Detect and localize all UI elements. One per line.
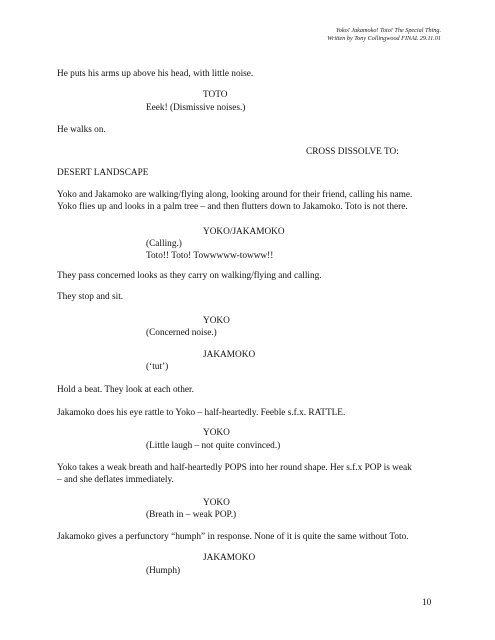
dialogue-line: Toto!! Toto! Towwwww-towww!! (146, 251, 274, 261)
parenthetical: (Calling.) (146, 239, 182, 249)
parenthetical: (Breath in – weak POP.) (146, 510, 237, 520)
action-line: He walks on. (57, 125, 106, 135)
action-line: Hold a beat. They look at each other. (57, 385, 194, 395)
action-line: They pass concerned looks as they carry on walking/flying and calling. (57, 271, 322, 281)
action-line: Yoko takes a weak breath and half-heartedly POPS into her round shape. Her s.f.x POP is weak (57, 463, 412, 473)
character-cue: TOTO (203, 90, 228, 100)
character-cue: YOKO (203, 316, 230, 326)
running-header (327, 27, 441, 43)
action-line: Yoko flies up and looks in a palm tree – and then flutters down to Jakamoko. Toto is not there. (57, 202, 408, 212)
parenthetical: (Concerned noise.) (146, 328, 217, 338)
character-cue: YOKO (203, 498, 230, 508)
parenthetical: (Little laugh – not quite convinced.) (146, 441, 281, 451)
action-line: Jakamoko gives a perfunctory “humph” in response. None of it is quite the same without Toto. (57, 532, 409, 542)
character-cue: YOKO (203, 428, 230, 438)
header-title: Yoko! Jakamoko! Toto! The Special Thing. (335, 27, 441, 34)
scene-heading: DESERT LANDSCAPE (57, 168, 149, 178)
action-line: Yoko and Jakamoko are walking/flying along, looking around for their friend, calling his name. (57, 190, 413, 200)
character-cue: YOKO/JAKAMOKO (203, 227, 285, 237)
parenthetical: (‘tut’) (146, 362, 169, 372)
transition: CROSS DISSOLVE TO: (306, 147, 399, 157)
parenthetical: (Humph) (146, 566, 181, 576)
action-line: He puts his arms up above his head, with little noise. (57, 69, 254, 79)
dialogue-line: Eeek! (Dismissive noises.) (146, 103, 246, 113)
character-cue: JAKAMOKO (203, 553, 256, 563)
page-number: 10 (422, 598, 432, 608)
action-line: Jakamoko does his eye rattle to Yoko – half-heartedly. Feeble s.f.x. RATTLE. (57, 408, 346, 418)
header-credit: Written by Tony Collingwood FINAL 29.11.01 (327, 35, 441, 42)
action-line: – and she deflates immediately. (57, 475, 174, 485)
character-cue: JAKAMOKO (203, 350, 256, 360)
action-line: They stop and sit. (57, 292, 124, 302)
